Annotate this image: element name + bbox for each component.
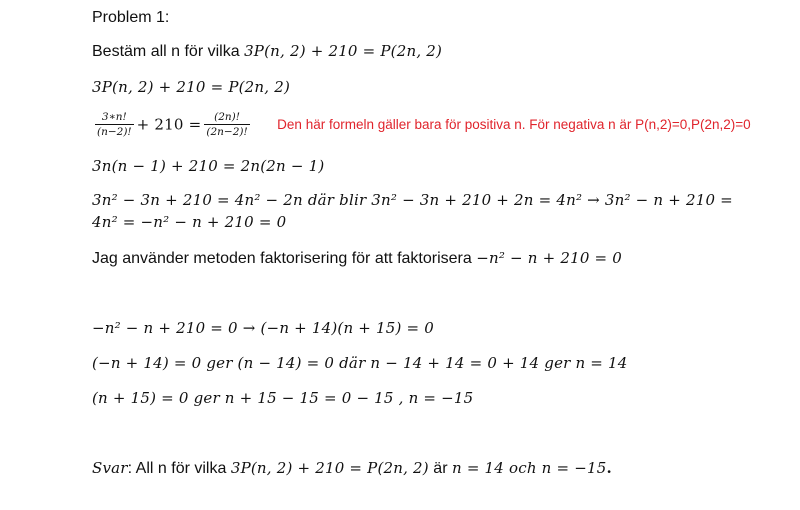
lhs-numerator: 3∗n! — [95, 110, 134, 125]
rhs-fraction — [204, 110, 249, 139]
answer-period: . — [606, 459, 612, 477]
task-equation: 3P(n, 2) + 210 = P(2n, 2) — [244, 42, 443, 60]
answer-text: : All n för vilka — [127, 460, 227, 477]
plus-210: + 210 = — [136, 115, 202, 134]
method-equation: −n² − n + 210 = 0 — [476, 249, 623, 267]
answer-line — [92, 458, 612, 479]
expanded-line: 3n(n − 1) + 210 = 2n(2n − 1) — [92, 157, 325, 175]
task-line — [92, 41, 442, 62]
lhs-fraction — [95, 110, 134, 139]
answer-equation: 3P(n, 2) + 210 = P(2n, 2) — [230, 459, 429, 477]
equation-line: 3P(n, 2) + 210 = P(2n, 2) — [92, 78, 291, 96]
answer-text-ar: är — [433, 460, 448, 477]
task-text: Bestäm all n för vilka — [92, 43, 240, 60]
factor-line: −n² − n + 210 = 0 → (−n + 14)(n + 15) = 0 — [92, 319, 435, 337]
root-two-line: (n + 15) = 0 ger n + 15 − 15 = 0 − 15 , n = −15 — [92, 389, 474, 407]
method-line — [92, 248, 622, 269]
method-text: Jag använder metoden faktorisering för att faktorisera — [92, 250, 472, 267]
answer-result: n = 14 och n = −15 — [451, 459, 607, 477]
squares-line-continued: 4n² = −n² − n + 210 = 0 — [92, 213, 287, 231]
lhs-denominator: (n−2)! — [97, 126, 132, 138]
rhs-numerator: (2n)! — [204, 110, 249, 125]
validity-note: Den här formeln gäller bara för positiva n. För negativa n är P(n,2)=0,P(2n,2)=0 — [277, 116, 751, 132]
answer-label: Svar — [92, 459, 128, 477]
squares-line: 3n² − 3n + 210 = 4n² − 2n där blir 3n² − 3n + 210 + 2n = 4n² → 3n² − n + 210 = — [92, 191, 733, 209]
problem-title: Problem 1: — [92, 9, 170, 26]
root-one-line: (−n + 14) = 0 ger (n − 14) = 0 där n − 14 + 14 = 0 + 14 ger n = 14 — [92, 354, 628, 372]
rhs-denominator: (2n−2)! — [206, 126, 248, 138]
fraction-line — [92, 110, 751, 139]
